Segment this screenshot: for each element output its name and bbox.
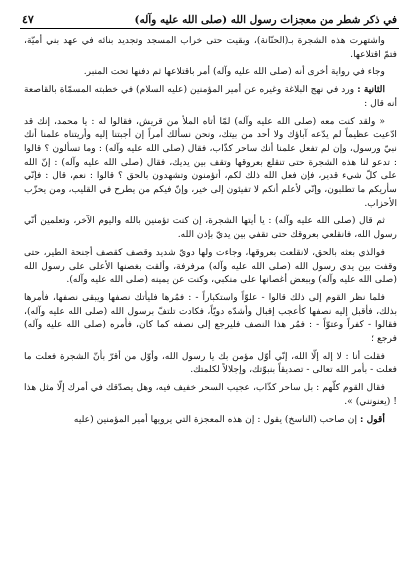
chapter-title: في ذكر شطر من معجزات رسول الله (صلى الله عليه وآله) <box>134 14 397 26</box>
paragraph-other-narration: وجاء في رواية أخرى أنه (صلى الله عليه وآله) أمر باقتلاعها ثم دفنها تحت المنبر. <box>83 66 385 78</box>
header-rule <box>20 28 399 29</box>
paragraph-first-believer: فقلت أنا : لا إله إلّا الله، إنّي أوّل مؤمن بك يا رسول الله، وأوّل من أقرّ بأنّ الشجرة فعلت ما فعلت - بأمر الله تعالى - تصديقاً بنبوّتك، وإجلالاً لكلمتك. <box>24 350 397 376</box>
paragraph-lead: أقول : <box>360 413 385 425</box>
paragraph-second-miracle: الثانية : ورد في نهج البلاغة وغيره عن أمير المؤمنين (عليه السلام) في خطبته المسمّاة بالقاصعة أنه قال : <box>24 84 397 109</box>
paragraph-prophet-command: ثم قال (صلى الله عليه وآله) : يا أيتها الشجرة، إن كنت تؤمنين بالله واليوم الآخر، وتعلمين أنّي رسول الله، فانقلعي بعروقك حتى تقفي بين يديّ بإذن الله. <box>24 215 397 241</box>
paragraph-people-deny: فقال القوم كلّهم : بل ساحر كذّاب، عجيب السحر خفيف فيه، وهل يصدّقك في أمرك إلّا مثل هذا ! (يعنونني) ». <box>24 382 397 407</box>
running-header <box>22 8 397 26</box>
paragraph-tree-comes: فوالذي بعثه بالحق، لانقلعت بعروقها، وجاءت ولها دويّ شديد وقصف كقصف أجنحة الطير، حتى وقفت بين يدي رسول الله (صلى الله عليه وآله) مرفرفة، وألقت بغصنها الأعلى على رسول الله (صلى الله عليه وآله) وببعض أغصانها على منكبي، وكنت عن يمينه (صلى الله عليه وآله). <box>24 246 397 286</box>
page-number: ٤٧ <box>22 13 34 26</box>
paragraph-tree-fame: واشتهرت هذه الشجرة بـ(الحنّانة)، وبقيت حتى خراب المسجد وتجديد بنائه في عهد بني أميّة، فتمّ اقتلاعها. <box>24 35 397 60</box>
paragraph-quraysh-request: « ولقد كنت معه (صلى الله عليه وآله) لمّا أتاه الملأ من قريش، فقالوا له : يا محمد، إنك قد ادّعيت عظيماً لم يدّعه آباؤك ولا أحد من بيتك، ونحن نسألك أمراً إن أجبتنا إليه وأريتناه علمنا أنك نبيّ ورسول، وإن لم تفعل علمنا أنك ساحر كذّاب، فقال (صلى الله عليه وآله) : وما تسألون ؟ قالوا : تدعو لنا هذه الشجرة حتى تنقلع بعروقها وتقف بين يديك، فقال (صلى الله عليه وآله) : إنّ الله على كلّ شيء قدير، فإن فعل الله ذلك لكم، أتؤمنون وتشهدون بالحق ؟ قالوا : نعم، قال : فإنّي سأريكم ما تطلبون، وإنّي لأعلم أنكم لا تفيئون إلى خير، وإنّ فيكم من يطرح في القليب، ومن يحزّب الأحزاب. <box>24 115 397 209</box>
paragraph-author-note: أقول : إن صاحب (الناسخ) يقول : إن هذه المعجزة التي يرويها أمير المؤمنين (عليه <box>73 413 385 425</box>
paragraph-lead: الثانية : <box>357 84 385 96</box>
paragraph-half-tree: فلما نظر القوم إلى ذلك قالوا - علوّاً واستكباراً - : فمُرها فليأتك نصفها ويبقى نصفها، فأمرها بذلك، فأقبل إليه نصفها كأعجب إقبال وأشدّه دويّاً، فكادت تلتفّ برسول الله (صلى الله عليه وآله)، فقالوا - كفراً وعتوّاً - : فمُر هذا النصف فليرجع إلى نصفه كما كان، فأمره (صلى الله عليه وآله) فرجع ؛ <box>24 291 397 345</box>
page-body <box>24 34 397 577</box>
